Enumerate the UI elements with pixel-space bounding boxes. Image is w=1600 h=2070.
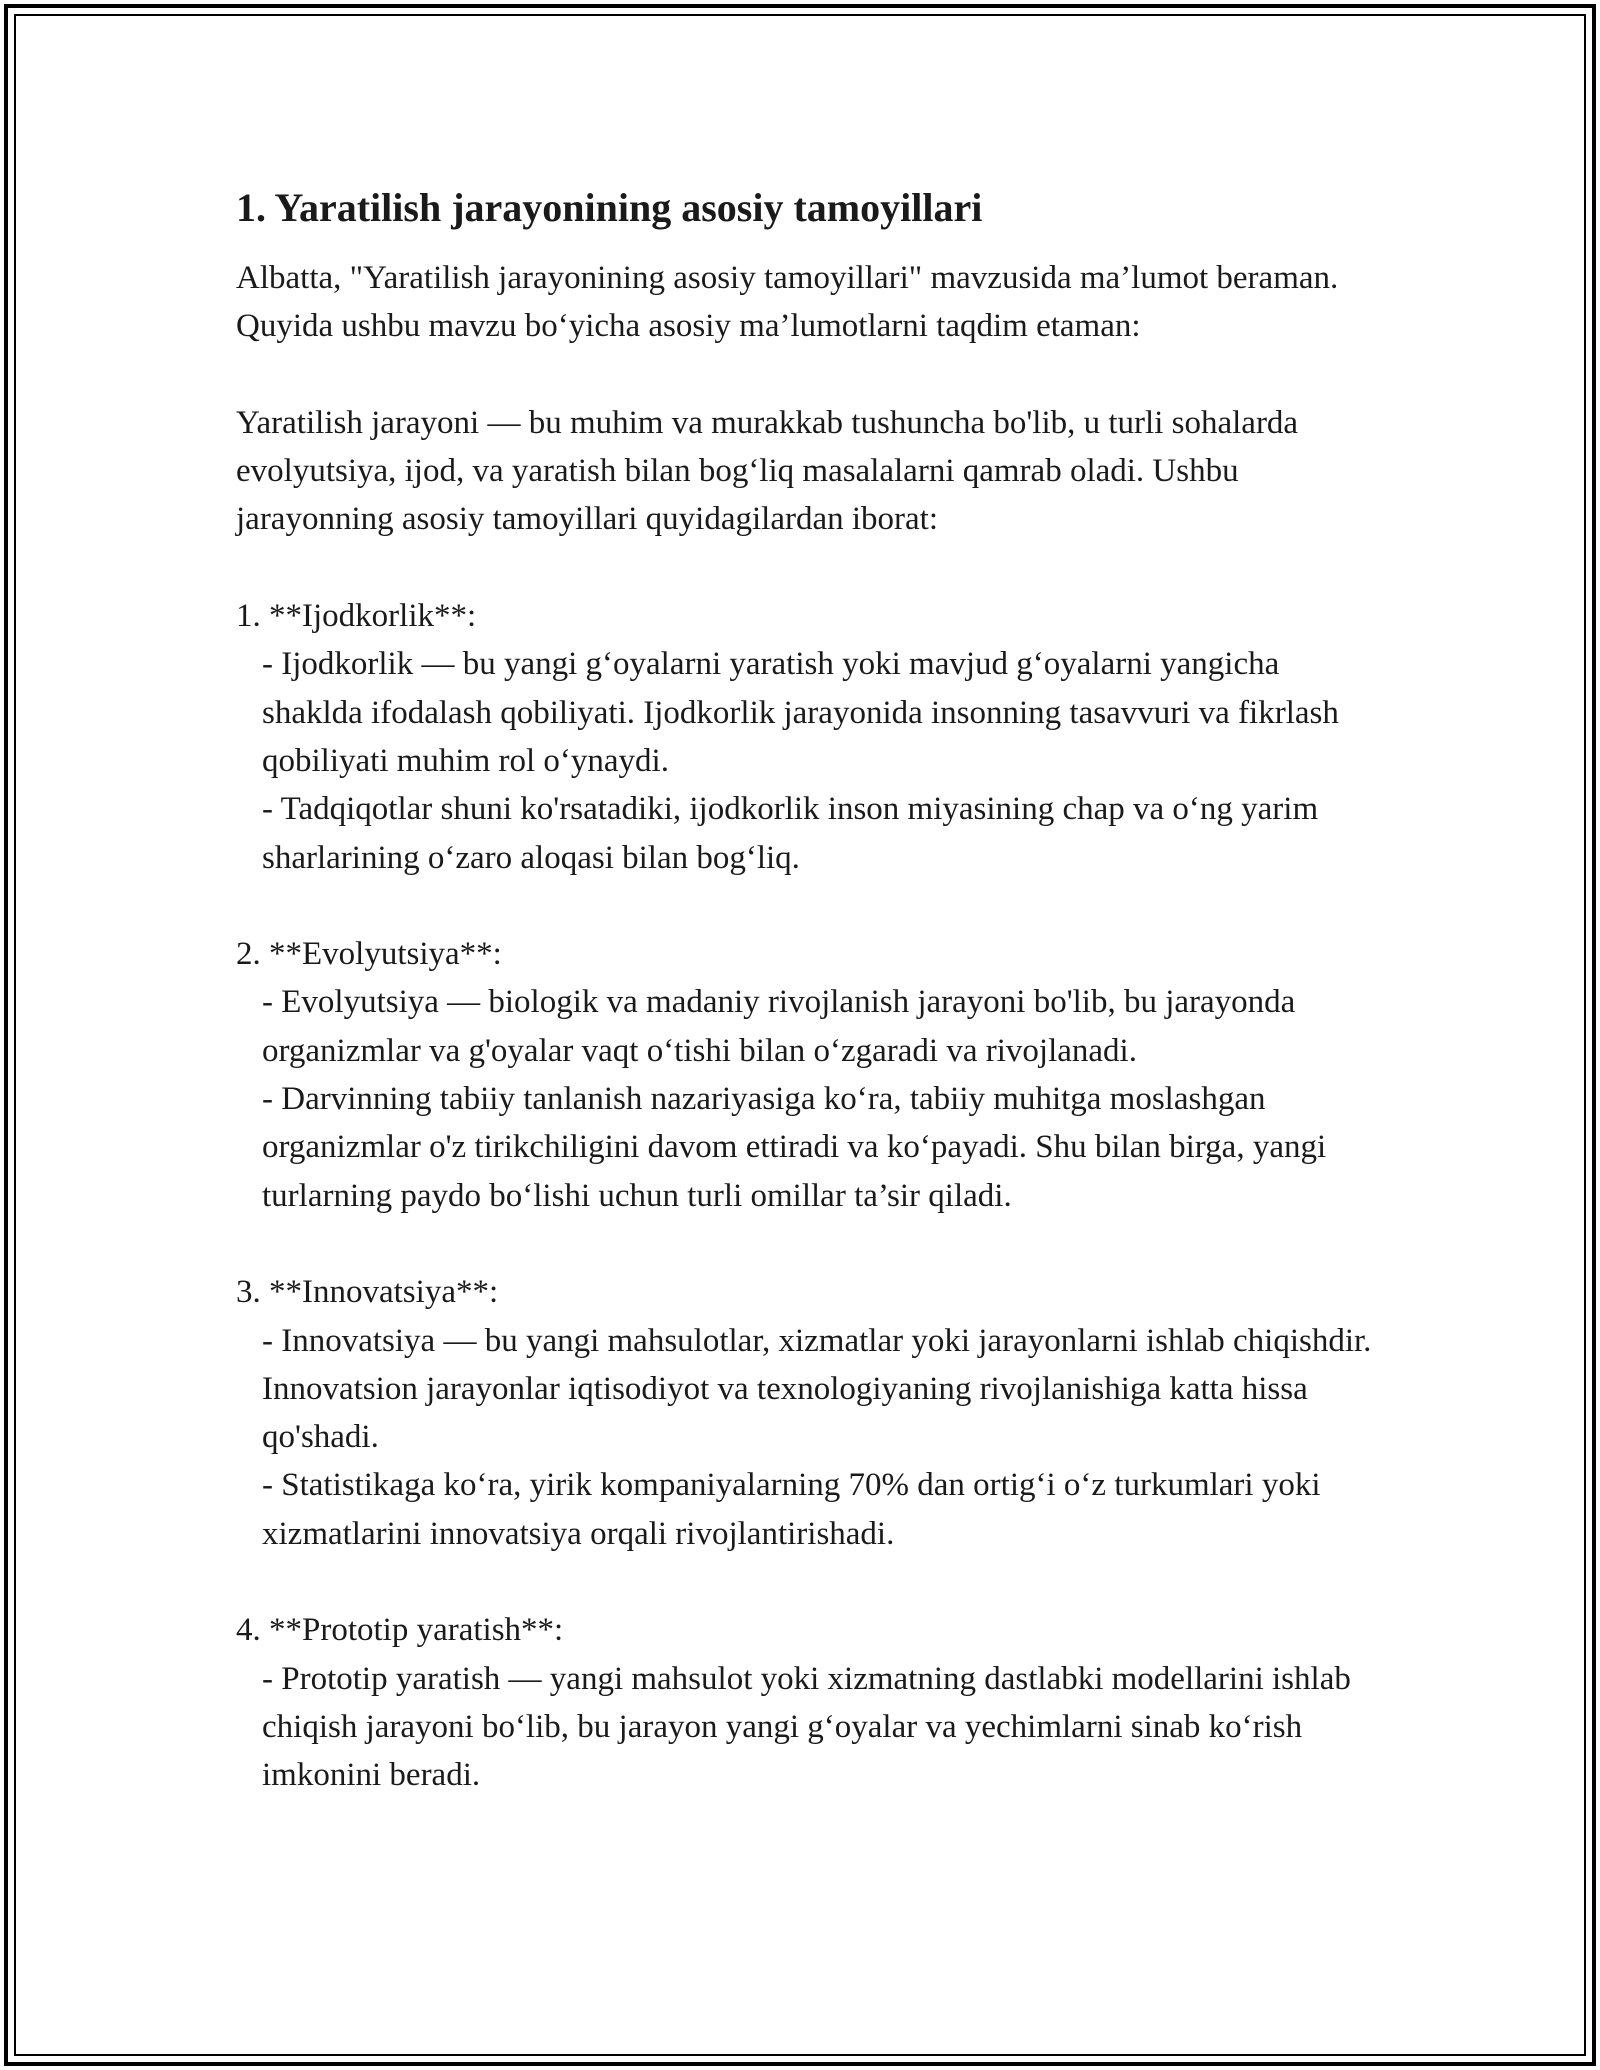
section-bullet: - Tadqiqotlar shuni ko'rsatadiki, ijodkorlik inson miyasining chap va o‘ng yarim sharlarining o‘zaro aloqasi bilan bog‘liq. <box>262 791 1327 876</box>
section-heading: 2. **Evolyutsiya**: <box>236 936 502 973</box>
paragraph-gap <box>236 351 1386 399</box>
section-heading: 3. **Innovatsiya**: <box>236 1274 499 1311</box>
section-heading: 1. **Ijodkorlik**: <box>236 598 477 635</box>
paragraph-gap <box>236 544 1386 592</box>
document-title: 1. Yaratilish jarayonining asosiy tamoyillari <box>236 185 983 230</box>
section-ijodkorlik <box>236 592 1386 882</box>
section-innovatsiya <box>236 1268 1386 1558</box>
section-bullet: - Evolyutsiya — biologik va madaniy rivojlanish jarayoni bo'lib, bu jarayonda organizmlar va g'oyalar vaqt o‘tishi bilan o‘zgaradi va rivojlanadi. <box>262 984 1304 1069</box>
section-prototip-yaratish <box>236 1606 1386 1799</box>
paragraph-gap <box>236 882 1386 930</box>
section-bullet: - Statistikaga ko‘ra, yirik kompaniyalarning 70% dan ortig‘i o‘z turkumlari yoki xizmatlarini innovatsiya orqali rivojlantirishadi. <box>262 1467 1329 1552</box>
section-evolyutsiya <box>236 930 1386 1220</box>
paragraph-gap <box>236 1220 1386 1268</box>
section-heading: 4. **Prototip yaratish**: <box>236 1612 564 1649</box>
document-body <box>236 184 1386 1800</box>
paragraph-gap <box>236 1558 1386 1606</box>
section-bullet: - Darvinning tabiiy tanlanish nazariyasiga ko‘ra, tabiiy muhitga moslashgan organizmlar o'z tirikchiligini davom ettiradi va ko‘payadi. Shu bilan birga, yangi turlarning paydo bo‘lishi uchun turli omillar ta’sir qiladi. <box>262 1081 1335 1214</box>
section-bullet: - Prototip yaratish — yangi mahsulot yoki xizmatning dastlabki modellarini ishlab chiqish jarayoni bo‘lib, bu jarayon yangi g‘oyalar va yechimlarni sinab ko‘rish imkonini beradi. <box>262 1660 1360 1794</box>
section-bullet: - Innovatsiya — bu yangi mahsulotlar, xizmatlar yoki jarayonlarni ishlab chiqishdir. Innovatsion jarayonlar iqtisodiyot va texnologiyaning rivojlanishiga katta hissa qo'shadi. <box>262 1322 1380 1456</box>
overview-paragraph: Yaratilish jarayoni — bu muhim va murakkab tushuncha bo'lib, u turli sohalarda evolyutsiya, ijod, va yaratish bilan bog‘liq masalalarni qamrab oladi. Ushbu jarayonning asosiy tamoyillari quyidagilardan iborat: <box>236 404 1307 538</box>
intro-paragraph: Albatta, "Yaratilish jarayonining asosiy tamoyillari" mavzusida ma’lumot beraman. Quyida ushbu mavzu bo‘yicha asosiy ma’lumotlarni taqdim etaman: <box>236 260 1347 345</box>
section-bullet: - Ijodkorlik — bu yangi g‘oyalarni yaratish yoki mavjud g‘oyalarni yangicha shaklda ifodalash qobiliyati. Ijodkorlik jarayonida insonning tasavvuri va fikrlash qobiliyati muhim rol o‘ynaydi. <box>262 646 1348 779</box>
